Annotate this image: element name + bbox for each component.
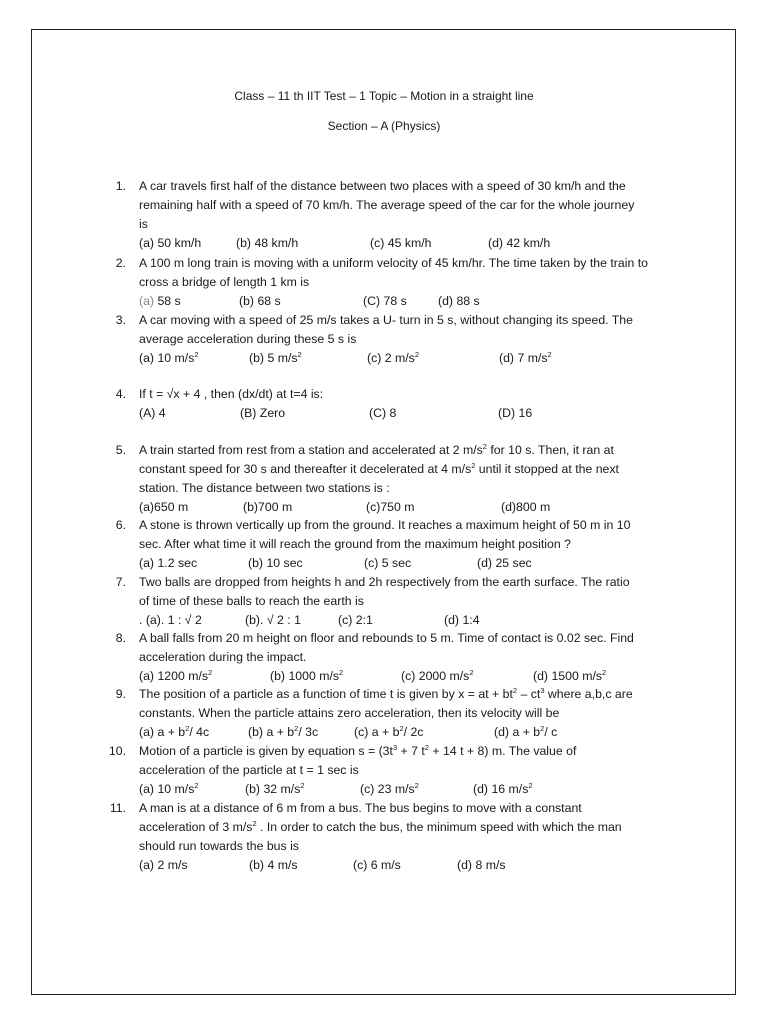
option-d: (d) 16 $m/s^2$ bbox=[473, 781, 533, 796]
question-text-line: sec. After what time it will reach the ground from the maximum height position ? bbox=[139, 537, 571, 551]
question-text-line: A train started from rest from a station and accelerated at 2 $m/s^2$ for 10 s. Then, it ran at bbox=[139, 442, 614, 457]
option-a: (a) 1.2 sec bbox=[139, 556, 198, 570]
option-c: (C) 8 bbox=[369, 406, 397, 420]
question-number: 9. bbox=[115, 687, 126, 701]
option-d: (d) 1500 $m/s^2$ bbox=[533, 668, 607, 683]
options-row bbox=[139, 404, 679, 423]
options-row bbox=[139, 554, 679, 573]
option-c: (c) 2:1 bbox=[338, 613, 373, 627]
option-c: (c) 5 sec bbox=[364, 556, 412, 570]
question-number: 8. bbox=[115, 631, 126, 645]
option-d: (d) 7 $m/s^2$ bbox=[499, 350, 552, 365]
question-text-line: Two balls are dropped from heights h and 2h respectively from the earth surface. The ratio bbox=[139, 575, 630, 589]
option-b: (B) Zero bbox=[240, 406, 286, 420]
options-row bbox=[139, 780, 679, 799]
section-title: Section – A (Physics) bbox=[327, 119, 441, 133]
question-number: 2. bbox=[115, 256, 126, 270]
option-b: (b) 5 $m/s^2$ bbox=[249, 350, 302, 365]
question-text-line: acceleration during the impact. bbox=[139, 650, 307, 664]
question-text-line: A car moving with a speed of 25 m/s takes a U- turn in 5 s, without changing its speed. The bbox=[139, 313, 633, 327]
option-b: (b) 48 km/h bbox=[236, 236, 299, 250]
option-d: (d) 8 m/s bbox=[457, 858, 506, 872]
question-text-line: If t = √x + 4 , then (dx/dt) at t=4 is: bbox=[139, 387, 324, 401]
question-text-line: of time of these balls to reach the earth is bbox=[139, 594, 364, 608]
options-row bbox=[139, 498, 679, 517]
question-number: 6. bbox=[115, 518, 126, 532]
question-text-line: A ball falls from 20 m height on floor and rebounds to 5 m. Time of contact is 0.02 sec. Find bbox=[139, 631, 634, 645]
option-b: (b) 32 $m/s^2$ bbox=[245, 781, 305, 796]
option-a: (a) 10 $m/s^2$ bbox=[139, 350, 199, 365]
option-c: (c) 6 m/s bbox=[353, 858, 401, 872]
option-b: (b) 10 sec bbox=[248, 556, 303, 570]
option-a: (a) 50 km/h bbox=[139, 236, 202, 250]
option-b: (b) 1000 $m/s^2$ bbox=[270, 668, 344, 683]
options-row bbox=[139, 611, 679, 630]
option-d: (d) 1:4 bbox=[444, 613, 480, 627]
question-text-line: average acceleration during these 5 s is bbox=[139, 332, 357, 346]
question-text-line: The position of a particle as a function of time t is given by x = at + $bt^2 - ct^3$ where a,b,c are bbox=[139, 686, 633, 701]
question-number: 1. bbox=[115, 179, 126, 193]
option-c: (c) 2000 $m/s^2$ bbox=[401, 668, 474, 683]
option-a: (a) 2 m/s bbox=[139, 858, 188, 872]
option-d: (d) $a + b^2/$ c bbox=[494, 724, 558, 739]
option-c: (c) 23 $m/s^2$ bbox=[360, 781, 419, 796]
question-text-line: A man is at a distance of 6 m from a bus. The bus begins to move with a constant bbox=[139, 801, 582, 815]
option-d: (d) 25 sec bbox=[477, 556, 532, 570]
option-b: (b) 68 s bbox=[239, 294, 281, 308]
question-number: 3. bbox=[115, 313, 126, 327]
option-c: (C) 78 s bbox=[363, 294, 407, 308]
option-c: (c) 45 km/h bbox=[370, 236, 432, 250]
question-text-line: constants. When the particle attains zero acceleration, then its velocity will be bbox=[139, 706, 560, 720]
question-number: 5. bbox=[115, 443, 126, 457]
options-row bbox=[139, 349, 679, 368]
question-text-line: Motion of a particle is given by equation $s = (3t^3 + 7$ $t^2 + 14$ t + 8) m. The value of bbox=[139, 743, 577, 758]
question-text-line: A stone is thrown vertically up from the ground. It reaches a maximum height of 50 m in 10 bbox=[139, 518, 631, 532]
option-b: (b) $a + b^2/$ 3c bbox=[248, 724, 319, 739]
option-d: (d) 42 km/h bbox=[488, 236, 551, 250]
question-number: 11. bbox=[109, 801, 126, 815]
option-a: (A) 4 bbox=[139, 406, 166, 420]
option-c: (c)750 m bbox=[366, 500, 415, 514]
question-number: 4. bbox=[115, 387, 126, 401]
options-row bbox=[139, 723, 679, 742]
options-row bbox=[139, 667, 679, 686]
options-row bbox=[139, 856, 679, 875]
question-number: 7. bbox=[115, 575, 126, 589]
options-row bbox=[139, 234, 679, 253]
question-text-line: station. The distance between two stations is : bbox=[139, 481, 390, 495]
option-d: (d) 88 s bbox=[438, 294, 480, 308]
page-title: Class – 11 th IIT Test – 1 Topic – Motion in a straight line bbox=[234, 89, 534, 103]
question-text-line: remaining half with a speed of 70 km/h. The average speed of the car for the whole journey bbox=[139, 198, 635, 212]
question-text-line: A 100 m long train is moving with a uniform velocity of 45 km/hr. The time taken by the train to bbox=[139, 256, 648, 270]
option-b: (b) 4 m/s bbox=[249, 858, 298, 872]
option-d: (d)800 m bbox=[501, 500, 551, 514]
option-c: (c) 2 $m/s^2$ bbox=[367, 350, 419, 365]
option-a: (a) 10 $m/s^2$ bbox=[139, 781, 199, 796]
option-b: (b)700 m bbox=[243, 500, 293, 514]
question-text-line: constant speed for 30 s and thereafter it decelerated at 4 $m/s^2$ until it stopped at the next bbox=[139, 461, 619, 476]
option-a: (a) 1200 $m/s^2$ bbox=[139, 668, 213, 683]
question-text-line: is bbox=[139, 217, 148, 231]
option-b: (b). √ 2 : 1 bbox=[245, 613, 301, 627]
options-row bbox=[139, 292, 679, 311]
question-text-line: acceleration of the particle at t = 1 sec is bbox=[139, 763, 359, 777]
question-text-line: A car travels first half of the distance between two places with a speed of 30 km/h and the bbox=[139, 179, 626, 193]
option-a: (a) 58 s bbox=[139, 294, 181, 308]
option-a: (a)650 m bbox=[139, 500, 189, 514]
question-text-line: acceleration of 3 $m/s^2$ . In order to catch the bus, the minimum speed with which the man bbox=[139, 819, 622, 834]
option-c: (c) $a + b^2/$ 2c bbox=[354, 724, 424, 739]
question-number: 10. bbox=[108, 744, 126, 758]
option-a: (a) $a + b^2/$ 4c bbox=[139, 724, 210, 739]
option-d: (D) 16 bbox=[498, 406, 533, 420]
option-a: . (a). 1 : √ 2 bbox=[139, 613, 202, 627]
question-text-line: should run towards the bus is bbox=[139, 839, 299, 853]
question-text-line: cross a bridge of length 1 km is bbox=[139, 275, 310, 289]
